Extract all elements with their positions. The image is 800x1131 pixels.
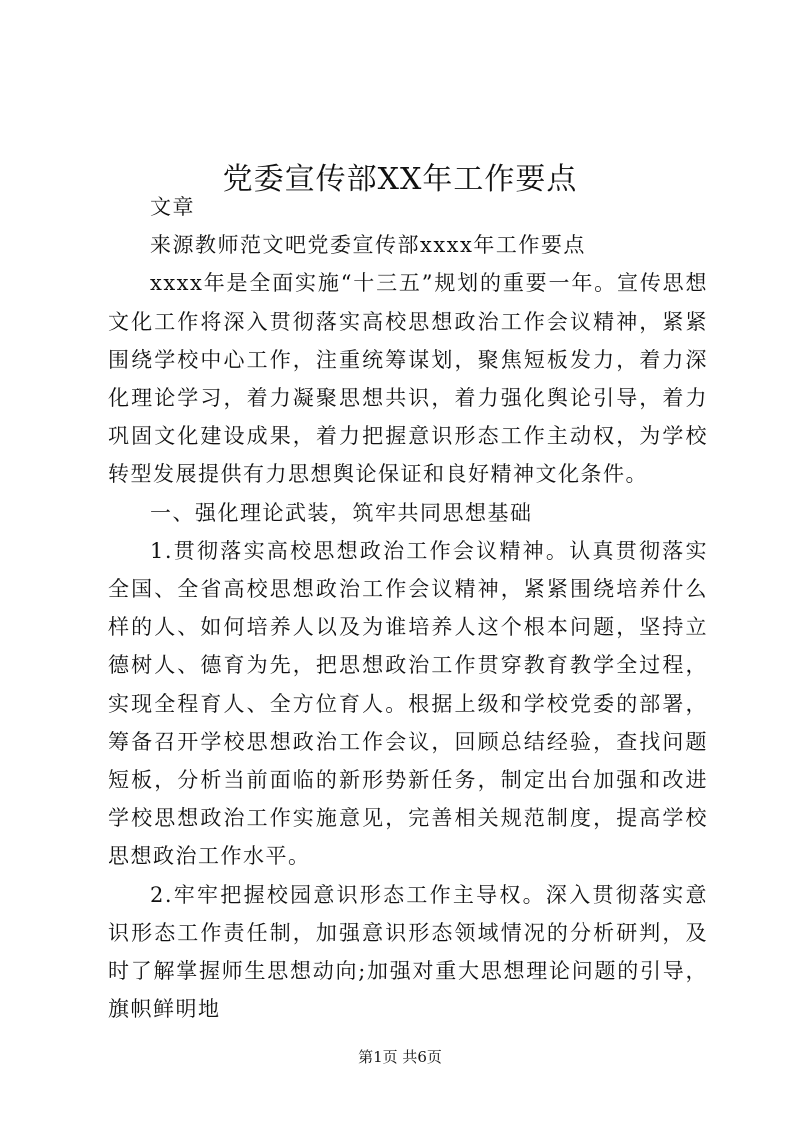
paragraph-intro: xxxx年是全面实施“十三五”规划的重要一年。宣传思想文化工作将深入贯彻落实高校思想政治工作会议精神，紧紧围绕学校中心工作，注重统筹谋划，聚焦短板发力，着力深化理论学习，着力凝聚思想共识，着力强化舆论引导，着力巩固文化建设成果，着力把握意识形态工作主动权，为学校转型发展提供有力思想舆论保证和良好精神文化条件。: [108, 271, 708, 487]
document-title: 党委宣传部XX年工作要点: [222, 162, 578, 198]
paragraph-item-2: 2.牢牢把握校园意识形态工作主导权。深入贯彻落实意识形态工作责任制，加强意识形态领域情况的分析研判，及时了解掌握师生思想动向;加强对重大思想理论问题的引导，旗帜鲜明地: [108, 882, 708, 1022]
page-number-footer: 第1页 共6页: [358, 1048, 442, 1066]
paragraph-item-1: 1.贯彻落实高校思想政治工作会议精神。认真贯彻落实全国、全省高校思想政治工作会议精神，紧紧围绕培养什么样的人、如何培养人以及为谁培养人这个根本问题，坚持立德树人、德育为先，把思想政治工作贯穿教育教学全过程，实现全程育人、全方位育人。根据上级和学校党委的部署，筹备召开学校思想政治工作会议，回顾总结经验，查找问题短板，分析当前面临的新形势新任务，制定出台加强和改进学校思想政治工作实施意见，完善相关规范制度，提高学校思想政治工作水平。: [108, 538, 708, 869]
document-body: [108, 188, 708, 1028]
paragraph-source: 来源教师范文吧党委宣传部xxxx年工作要点: [150, 233, 586, 258]
paragraph-label: 文章: [150, 195, 195, 219]
section-heading: 一、强化理论武装，筑牢共同思想基础: [150, 500, 533, 525]
